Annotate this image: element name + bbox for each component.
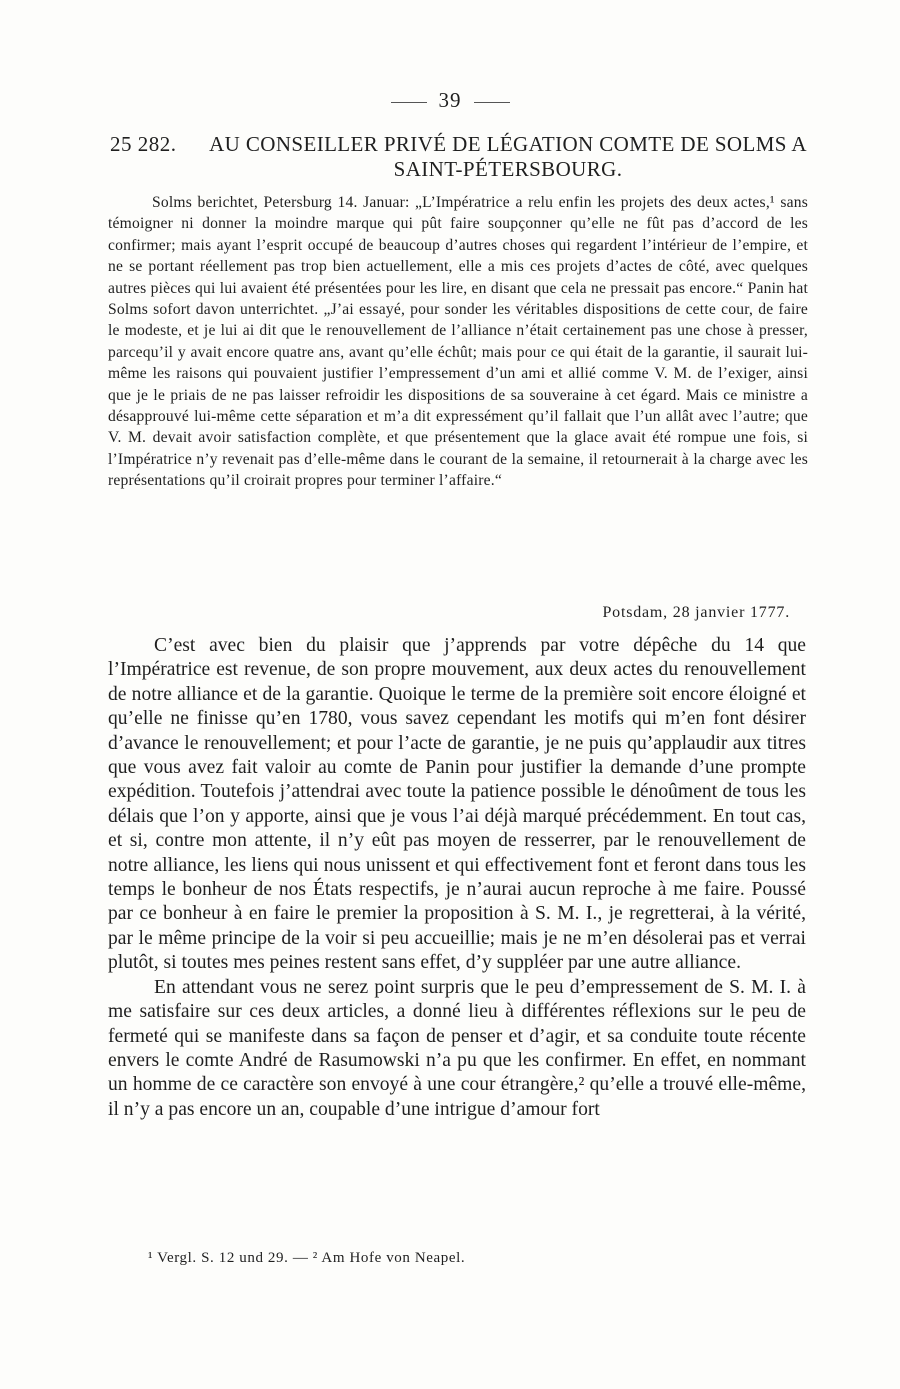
right-rule <box>474 102 510 103</box>
body-paragraph: En attendant vous ne serez point surpris que le peu d’empressement de S. M. I. à me satisfaire sur ces deux articles, a donné lieu à différentes réflexions sur le peu de fermeté qui se manifeste dans sa façon de penser et d’agir, et sa conduite toute récente envers le comte André de Rasumowski n’a pu que les confirmer. En effet, en nommant un homme de ce caractère son envoyé à une cour étrangère,² qu’elle a trouvé elle-même, il n’y a pas encore un an, coupable d’une intrigue d’amour fort <box>108 976 806 1120</box>
body-paragraph: C’est avec bien du plaisir que j’apprends par votre dépêche du 14 que l’Impératrice est revenue, de son propre mouvement, aux deux actes du renouvellement de notre alliance et de la garantie. Quoique le terme de la première soit encore éloigné et qu’elle ne finisse qu’en 1780, vous savez cependant les motifs qui m’en font désirer d’avance le renouvellement; et pour l’acte de garantie, je ne puis qu’applaudir aux titres que vous avez fait valoir au comte de Panin pour justifier la demande d’une prompte expédition. Toutefois j’attendrai avec toute la patience possible le dénoûment de tous les délais que l’on y apporte, ainsi que je vous l’ai déjà marqué précédemment. En tout cas, et si, contre mon attente, il n’y eût pas moyen de resserrer, par le renouvellement de notre alliance, les liens qui nous unissent et qui effectivement font et feront dans tous les temps le bonheur de nos États respectifs, je n’aurai aucun reproche à me faire. Poussé par ce bonheur à en faire le premier la proposition à S. M. I., je regretterai, à la vérité, par le même principe de la voir si peu accueillie; mais je ne m’en désolerai pas et verrai plutôt, si toutes mes peines restent sans effet, d’y suppléer par une autre alliance. <box>108 635 806 974</box>
page-number: 39 <box>438 88 462 112</box>
left-rule <box>391 102 427 103</box>
letter-heading <box>110 132 810 182</box>
letter-number: 25 282. <box>110 132 177 156</box>
footnotes: ¹ Vergl. S. 12 und 29. — ² Am Hofe von Neapel. <box>148 1250 466 1266</box>
letter-body <box>108 634 806 1122</box>
letter-summary: Solms berichtet, Petersburg 14. Januar: „L’Impératrice a relu enfin les projets des deux actes,¹ sans témoigner ni donner la moindre marque qui pût faire soupçonner qu’elle ne fût pas d’accord de les confirmer; mais ayant l’esprit occupé de beaucoup d’autres choses qui regardent l’intérieur de l’empire, et ne se portant réellement pas trop bien actuellement, elle a mis ces projets d’actes de côté, avec quelques autres pièces qui lui avaient été présentées pour les lire, en disant que cela ne pressait pas encore.“ Panin hat Solms sofort davon unterrichtet. „J’ai essayé, pour sonder les véritables dispositions de cette cour, de faire le modeste, et je lui ai dit que le renouvellement de l’alliance n’était certainement pas une chose à presser, parcequ’il y avait encore quatre ans, avant qu’elle échût; mais pour ce qui était de la garantie, il saurait lui-même les raisons qui pouvaient justifier l’empressement d’un ami et allié comme V. M. de l’exiger, ainsi que je le priais de ne pas laisser refroidir les dispositions de sa souveraine à cet égard. Mais ce ministre a désapprouvé lui-même cette séparation et m’a dit expressément qu’il fallait que l’un allât avec l’autre; que V. M. devait avoir satisfaction complète, et que présentement que la glace avait été rompue une fois, si l’Impératrice n’y revenait pas d’elle-même dans le courant de la semaine, il retournerait à la charge avec les représentations qu’il croirait propres pour terminer l’affaire.“ <box>108 194 808 490</box>
letter-title: AU CONSEILLER PRIVÉ DE LÉGATION COMTE DE SOLMS A SAINT-PÉTERSBOURG. <box>209 132 807 181</box>
page-number-line <box>0 88 900 113</box>
place-date: Potsdam, 28 janvier 1777. <box>602 604 790 621</box>
